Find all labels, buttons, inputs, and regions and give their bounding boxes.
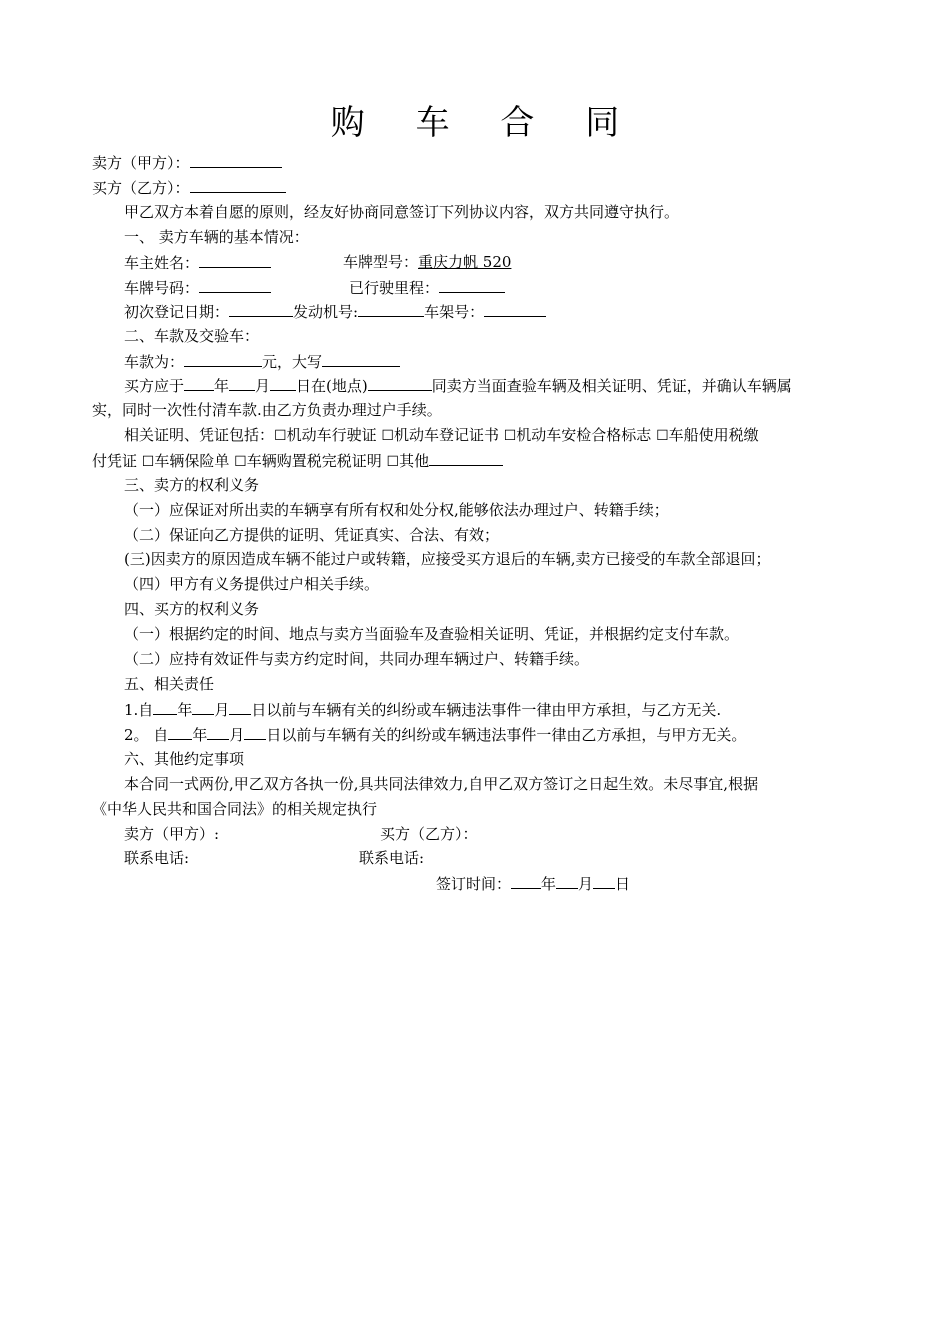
buyer-label: 买方（乙方）： — [92, 179, 190, 197]
price-blank[interactable] — [184, 349, 262, 367]
seller-phone-label: 联系电话: — [124, 849, 190, 867]
checkbox-icon[interactable]: ☐ — [141, 454, 155, 470]
checkbox-icon[interactable]: ☐ — [386, 454, 400, 470]
inspection-text-b: 日在(地点) — [296, 377, 368, 395]
inspection-place-blank[interactable] — [368, 373, 432, 391]
liability-2-month-blank[interactable] — [207, 722, 229, 740]
buyer-signature-label: 买方（乙方）： — [380, 825, 478, 843]
inspection-text-a: 买方应于 — [124, 377, 185, 395]
section-2-heading: 二、车款及交验车： — [124, 327, 260, 345]
mileage-label: 已行驶里程： — [349, 279, 440, 297]
section-1-heading: 一、 卖方车辆的基本情况： — [124, 228, 309, 246]
frame-label: 车架号： — [424, 303, 485, 321]
sign-day: 日 — [615, 875, 631, 893]
model-label: 车牌型号： — [343, 253, 419, 271]
buyer-line — [92, 175, 862, 199]
doc-insurance: 车辆保险单 — [154, 452, 230, 470]
doc-tax: 车船使用税缴 — [668, 426, 759, 444]
docs-line-1 — [124, 423, 862, 447]
doc-safety: 机动车安检合格标志 — [516, 426, 652, 444]
inspection-year-blank[interactable] — [184, 373, 214, 391]
liability-1-suffix: 日以前与车辆有关的纠纷或车辆违法事件一律由甲方承担，与乙方无关. — [251, 701, 722, 719]
phone-line — [124, 846, 862, 870]
seller-blank[interactable] — [190, 150, 282, 168]
price-label: 车款为： — [124, 353, 185, 371]
doc-license: 机动车行驶证 — [286, 426, 377, 444]
liability-2-suffix: 日以前与车辆有关的纠纷或车辆违法事件一律由乙方承担，与甲方无关。 — [266, 726, 747, 744]
doc-other: 其他 — [399, 452, 430, 470]
engine-label: 发动机号: — [293, 303, 359, 321]
inspection-line-1 — [124, 373, 862, 397]
doc-other-blank[interactable] — [429, 448, 503, 466]
regdate-blank[interactable] — [229, 299, 293, 317]
owner-label: 车主姓名： — [124, 254, 200, 272]
checkbox-icon[interactable]: ☐ — [274, 428, 287, 444]
owner-blank[interactable] — [199, 250, 271, 268]
engine-blank[interactable] — [358, 299, 424, 317]
section-4-heading: 四、买方的权利义务 — [124, 600, 260, 618]
regdate-label: 初次登记日期： — [124, 303, 230, 321]
plate-blank[interactable] — [199, 275, 271, 293]
seller-duty-2: （二）保证向乙方提供的证明、凭证真实、合法、有效； — [124, 526, 500, 544]
inspection-text-c: 同卖方当面查验车辆及相关证明、凭证，并确认车辆属 — [431, 377, 792, 395]
sign-year-blank[interactable] — [511, 871, 541, 889]
liability-1-month: 月 — [214, 701, 230, 719]
docs-label: 相关证明、凭证包括： — [124, 426, 275, 444]
seller-duty-3: (三)因卖方的原因造成车辆不能过户或转籍，应接受买方退后的车辆,卖方已接受的车款全部退回； — [124, 550, 771, 568]
plate-label: 车牌号码： — [124, 279, 200, 297]
other-terms-line-2: 《中华人民共和国合同法》的相关规定执行 — [92, 800, 378, 818]
liability-2 — [124, 722, 862, 746]
sign-date-line — [436, 871, 856, 895]
buyer-duty-2: （二）应持有效证件与卖方约定时间，共同办理车辆过户、转籍手续。 — [124, 650, 590, 668]
inspection-day-blank[interactable] — [270, 373, 296, 391]
doc-tax-cont: 付凭证 — [92, 452, 138, 470]
document-title: 购 车 合 同 — [330, 103, 640, 143]
frame-blank[interactable] — [484, 299, 546, 317]
doc-registration: 机动车登记证书 — [393, 426, 499, 444]
price-yuan: 元，大写 — [262, 353, 323, 371]
section-6-heading: 六、其他约定事项 — [124, 750, 245, 768]
docs-line-2 — [92, 448, 862, 472]
inspection-year: 年 — [214, 377, 230, 395]
liability-2-prefix: 2。 自 — [124, 726, 169, 744]
liability-1-month-blank[interactable] — [192, 697, 214, 715]
other-terms-line-1: 本合同一式两份,甲乙双方各执一份,具共同法律效力,自甲乙双方签订之日起生效。未尽事宜,根据 — [124, 775, 759, 793]
liability-1-year-blank[interactable] — [153, 697, 177, 715]
checkbox-icon[interactable]: ☐ — [656, 428, 669, 444]
mileage-group — [349, 275, 505, 300]
liability-1-year: 年 — [177, 701, 193, 719]
seller-label: 卖方（甲方）： — [92, 154, 190, 172]
inspection-line-2: 实，同时一次性付清车款.由乙方负责办理过户手续。 — [92, 401, 442, 419]
liability-1-day-blank[interactable] — [229, 697, 251, 715]
seller-line — [92, 150, 862, 174]
liability-1-prefix: 1.自 — [124, 701, 154, 719]
signature-line — [124, 822, 862, 846]
seller-duty-4: （四）甲方有义务提供过户相关手续。 — [124, 575, 380, 593]
sign-month-blank[interactable] — [556, 871, 578, 889]
buyer-duty-1: （一）根据约定的时间、地点与卖方当面验车及查验相关证明、凭证，并根据约定支付车款。 — [124, 625, 740, 643]
doc-purchase-tax: 车辆购置税完税证明 — [246, 452, 382, 470]
liability-2-year: 年 — [192, 726, 208, 744]
sign-year: 年 — [541, 875, 557, 893]
liability-2-day-blank[interactable] — [244, 722, 266, 740]
inspection-month-blank[interactable] — [229, 373, 255, 391]
model-value: 重庆力帆 520 — [418, 253, 512, 271]
sign-date-label: 签订时间： — [436, 875, 512, 893]
buyer-blank[interactable] — [190, 175, 286, 193]
sign-month: 月 — [578, 875, 594, 893]
buyer-phone-label: 联系电话: — [359, 849, 425, 867]
liability-1 — [124, 697, 862, 721]
model-group — [343, 250, 511, 274]
liability-2-month: 月 — [229, 726, 245, 744]
price-words-blank[interactable] — [322, 349, 400, 367]
seller-duty-1: （一）应保证对所出卖的车辆享有所有权和处分权,能够依法办理过户、转籍手续； — [124, 501, 669, 519]
checkbox-icon[interactable]: ☐ — [381, 428, 394, 444]
sign-day-blank[interactable] — [593, 871, 615, 889]
checkbox-icon[interactable]: ☐ — [234, 454, 247, 470]
mileage-blank[interactable] — [439, 275, 505, 293]
owner-model-line — [124, 250, 862, 274]
section-3-heading: 三、卖方的权利义务 — [124, 476, 260, 494]
price-line — [124, 349, 862, 373]
liability-2-year-blank[interactable] — [168, 722, 192, 740]
reg-engine-frame-line — [124, 299, 862, 323]
section-5-heading: 五、相关责任 — [124, 675, 215, 693]
plate-mileage-line — [124, 275, 862, 299]
seller-signature-label: 卖方（甲方）: — [124, 825, 220, 843]
intro-paragraph: 甲乙双方本着自愿的原则，经友好协商同意签订下列协议内容，双方共同遵守执行。 — [124, 203, 680, 221]
checkbox-icon[interactable]: ☐ — [503, 428, 517, 444]
inspection-month: 月 — [255, 377, 271, 395]
